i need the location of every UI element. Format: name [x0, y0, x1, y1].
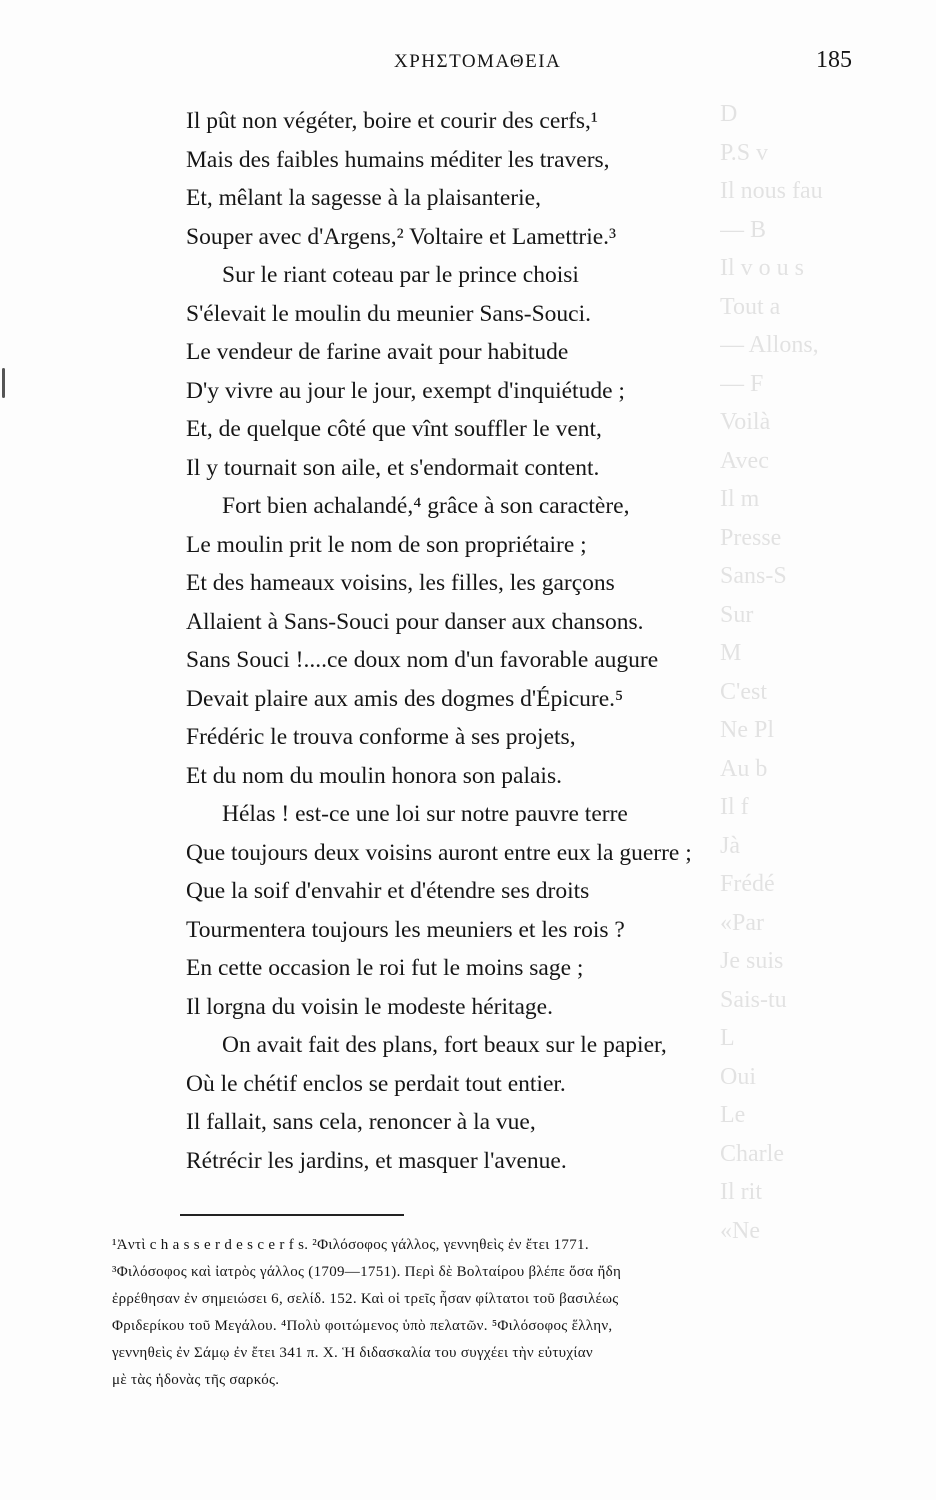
poem-line: Et du nom du moulin honora son palais.	[186, 762, 562, 789]
page-header	[0, 45, 936, 85]
poem-line: Il pût non végéter, boire et courir des cerfs,¹	[186, 108, 598, 134]
footnote-line: ¹Ἀντὶ c h a s s e r d e s c e r f s. ²Φιλόσοφος γάλλος, γεννηθεὶς ἐν ἔτει 1771.	[112, 1237, 589, 1253]
poem-line: Que la soif d'envahir et d'étendre ses droits	[186, 878, 590, 904]
poem-line: Fort bien achalandé,⁴ grâce à son caractère,	[222, 493, 630, 519]
poem-line: Le vendeur de farine avait pour habitude	[186, 339, 569, 365]
poem-line: Que toujours deux voisins auront entre eux la guerre ;	[186, 839, 692, 866]
poem-line: S'élevait le moulin du meunier Sans-Souci.	[186, 300, 591, 327]
poem-line: D'y vivre au jour le jour, exempt d'inquiétude ;	[186, 377, 625, 404]
footnote-line: μὲ τὰς ἡδονὰς τῆς σαρκός.	[112, 1372, 280, 1388]
footnote-line: Φριδερίκου τοῦ Μεγάλου. ⁴Πολὺ φοιτώμενος ὑπὸ πελατῶν. ⁵Φιλόσοφος ἕλλην,	[112, 1318, 613, 1334]
poem-line: Sur le riant coteau par le prince choisi	[222, 262, 579, 288]
bleed-through-text: D P.S v Il nous fau — B Il v o u s Tout a — Allons, — F Voilà Avec Il m Presse Sans-S Sur M C'est Ne Pl Au b Il f Jà Frédé «Par Je suis Sais-tu L Oui Le Charle Il rit «Ne	[720, 101, 823, 1244]
poem-line: Devait plaire aux amis des dogmes d'Épicure.⁵	[186, 685, 624, 712]
page-number: 185	[816, 47, 852, 73]
footnote-separator	[180, 1214, 404, 1216]
poem-line: Et, de quelque côté que vînt souffler le vent,	[186, 416, 602, 442]
poem-line: On avait fait des plans, fort beaux sur le papier,	[222, 1032, 667, 1058]
footnote-line: ἐρρέθησαν ἐν σημειώσει 6, σελίδ. 152. Καὶ οἱ τρεῖς ἦσαν φίλτατοι τοῦ βασιλέως	[112, 1291, 619, 1307]
poem-line: Souper avec d'Argens,² Voltaire et Lamettrie.³	[186, 223, 617, 250]
poem-line: Frédéric le trouva conforme à ses projets,	[186, 724, 576, 750]
poem-line: Allaient à Sans-Souci pour danser aux chansons.	[186, 608, 644, 635]
poem-line: Et des hameaux voisins, les filles, les garçons	[186, 570, 615, 596]
poem-line: Tourmentera toujours les meuniers et les rois ?	[186, 916, 625, 943]
poem-line: Sans Souci !....ce doux nom d'un favorable augure	[186, 647, 659, 673]
poem-line: Il y tournait son aile, et s'endormait content.	[186, 454, 600, 481]
poem-line: Le moulin prit le nom de son propriétaire ;	[186, 531, 587, 558]
poem-line: Et, mêlant la sagesse à la plaisanterie,	[186, 185, 541, 211]
poem-line: Il fallait, sans cela, renoncer à la vue,	[186, 1109, 536, 1135]
footnote-line: ³Φιλόσοφος καὶ ἰατρὸς γάλλος (1709—1751). Περὶ δὲ Βολταίρου βλέπε ὅσα ἤδη	[112, 1264, 622, 1280]
poem-text	[186, 102, 836, 1180]
footnote-line: γεννηθεὶς ἐν Σάμῳ ἐν ἔτει 341 π. Χ. Ἡ διδασκαλία του συγχέει τὴν εὐτυχίαν	[112, 1345, 593, 1361]
page-edge-mark	[2, 368, 5, 398]
poem-line: Où le chétif enclos se perdait tout entier.	[186, 1070, 566, 1097]
poem-line: En cette occasion le roi fut le moins sage ;	[186, 955, 584, 981]
poem-line: Il lorgna du voisin le modeste héritage.	[186, 993, 553, 1020]
running-title: ΧΡΗΣΤΟΜΑΘΕΙΑ	[394, 51, 562, 72]
poem-line: Hélas ! est-ce une loi sur notre pauvre terre	[222, 801, 628, 827]
poem-line: Rétrécir les jardins, et masquer l'avenue.	[186, 1147, 567, 1174]
footnotes	[112, 1232, 868, 1394]
poem-line: Mais des faibles humains méditer les travers,	[186, 146, 610, 173]
